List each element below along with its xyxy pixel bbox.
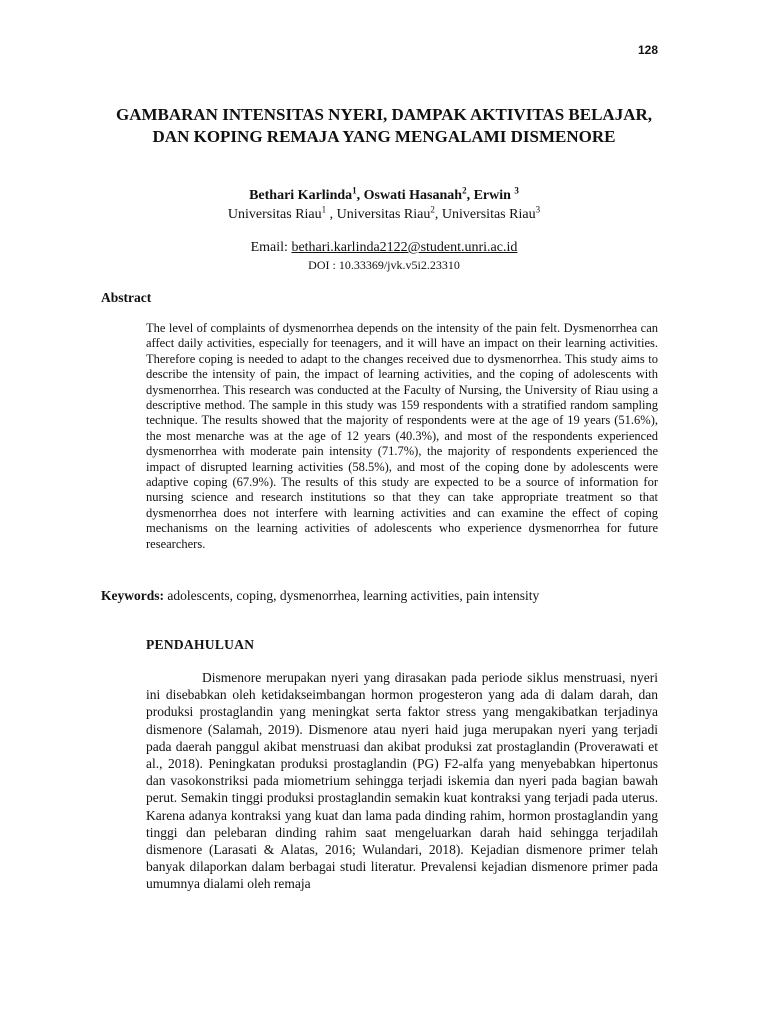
affiliation-sup: 2 — [430, 204, 435, 215]
doi-line: DOI : 10.33369/jvk.v5i2.23310 — [308, 258, 460, 272]
email-line — [100, 240, 668, 256]
keywords-text: adolescents, coping, dysmenorrhea, learning activities, pain intensity — [167, 588, 540, 603]
email-link[interactable]: bethari.karlinda2122@student.unri.ac.id — [291, 240, 518, 255]
abstract-text: The level of complaints of dysmenorrhea depends on the intensity of the pain felt. Dysmenorrhea can affect daily activities, especially for teenagers, and it will have an impact on their learning activities. Therefore coping is needed to adapt to the changes received due to dysmenorrhea. This study aims to describe the intensity of pain, the impact of learning activities, and the coping of adolescents with dysmenorrhea. This research was conducted at the Faculty of Nursing, the University of Riau using a descriptive method. The sample in this study was 159 respondents with a stratified random sampling technique. The results showed that the majority of respondents were at the age of 19 years (51.6%), the most menarche was at the age of 12 years (40.3%), and most of the respondents experienced dysmenorrhea with moderate pain intensity (71.7%), the majority of respondents experienced the impact of disrupted learning activities (58.5%), and most of the coping done by adolescents were adaptive coping (67.9%). The results of this study are expected to be a source of information for nursing science and research institutions so that they can take appropriate treatment so that dysmenorrhea does not interfere with learning activities and can examine the effect of coping mechanisms on the learning activities of adolescents who experience dysmenorrhea for future researchers. — [146, 321, 658, 551]
author-name: Bethari Karlinda — [249, 188, 353, 203]
affiliation-name: Universitas Riau — [227, 207, 322, 222]
author-name: Oswati Hasanah — [363, 188, 463, 203]
paper-title: GAMBARAN INTENSITAS NYERI, DAMPAK AKTIVITAS BELAJAR, DAN KOPING REMAJA YANG MENGALAMI DISMENORE — [115, 105, 653, 146]
keywords-label: Keywords: — [101, 588, 164, 603]
page-number: 128 — [637, 43, 658, 57]
keywords-line — [101, 587, 671, 605]
author-list: Bethari Karlinda$^1$, Oswati Hasanah$^2$, Erwin $^3$ — [249, 185, 519, 203]
author-sup: 2 — [462, 185, 467, 196]
author-name: Erwin — [473, 188, 511, 203]
affiliation-name: Universitas Riau — [441, 207, 536, 222]
section-heading: PENDAHULUAN — [146, 637, 255, 652]
affiliation-name: Universitas Riau — [336, 207, 431, 222]
author-sup: 3 — [514, 185, 519, 196]
affiliation-sup: 1 — [321, 204, 327, 215]
email-label: Email: — [250, 240, 288, 255]
affiliation-sup: 3 — [535, 204, 541, 215]
abstract-heading: Abstract — [101, 290, 152, 305]
affiliation-list: Universitas Riau$^1$ , Universitas Riau$^2$, Universitas Riau$^3$ — [227, 204, 541, 222]
section-body-text: Dismenore merupakan nyeri yang dirasakan pada periode siklus menstruasi, nyeri ini disebabkan oleh ketidakseimbangan hormon progesteron yang ada di dalam darah, dan produksi prostaglandin yang meningkat serta faktor stress yang mengakibatkan terjadinya dismenore (Salamah, 2019). Dismenore atau nyeri haid juga merupakan nyeri yang terjadi pada daerah panggul akibat menstruasi dan akibat produksi zat prostaglandin (Proverawati et al., 2018). Peningkatan produksi prostaglandin (PG) F2-alfa yang menyebabkan hipertonus dan vasokonstriksi pada miometrium sehingga terjadi iskemia dan nyeri pada bagian bawah perut. Semakin tinggi produksi prostaglandin semakin kuat kontraksi yang terjadi pada uterus. Karena adanya kontraksi yang kuat dan lama pada dinding rahim, hormon prostaglandin yang tinggi dan pelebaran dinding rahim saat mengeluarkan darah haid sehingga terjadilah dismenore (Larasati & Alatas, 2016; Wulandari, 2018). Kejadian dismenore primer telah banyak dilaporkan dalam berbagai studi literatur. Prevalensi kejadian dismenore primer pada umumnya dialami oleh remaja — [146, 670, 658, 892]
author-sup: 1 — [352, 185, 357, 196]
